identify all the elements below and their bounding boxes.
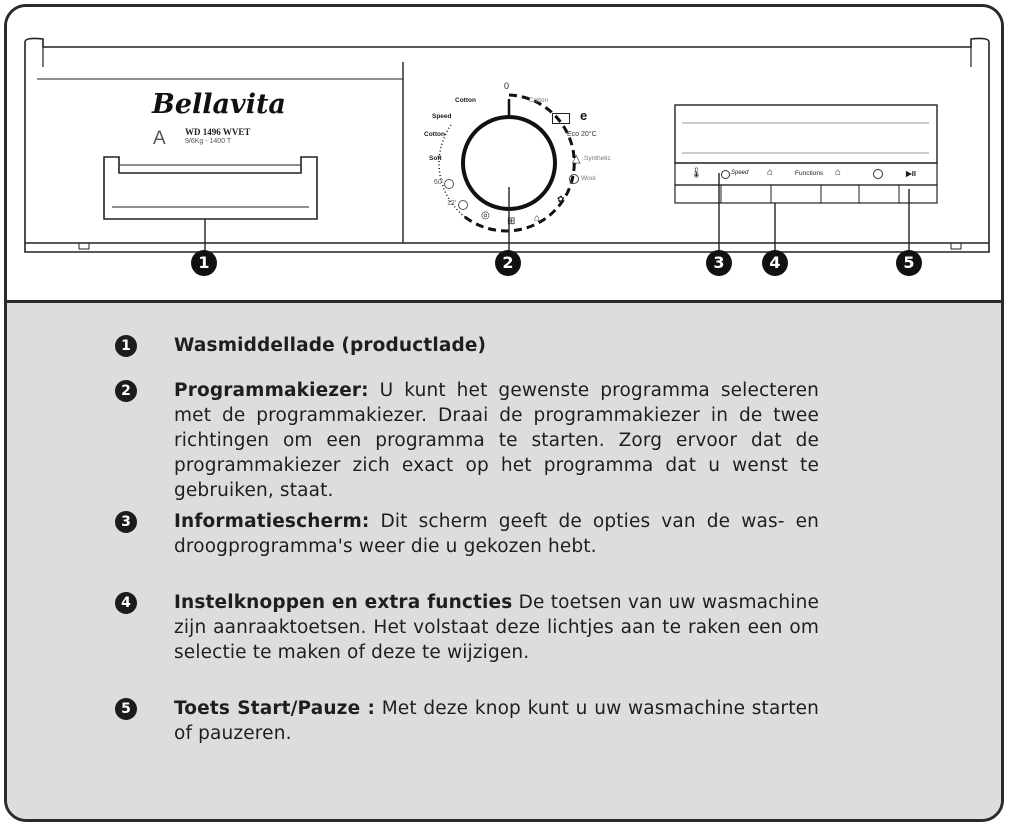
legend-number: 5 — [115, 698, 137, 720]
legend-text — [174, 333, 819, 358]
functions-button[interactable]: Functions — [795, 170, 824, 177]
model-number: WD 1496 WVET — [185, 127, 251, 137]
legend-text — [174, 509, 819, 559]
shirt-icon: ⌂ — [534, 213, 541, 224]
dial-program-12: 12' — [447, 200, 457, 207]
start-pause-button[interactable]: ▶II — [906, 169, 916, 178]
dial-program-cotton-right: Cotton — [529, 97, 549, 104]
speed-clock-icon — [721, 170, 730, 179]
dial-program-eco20: Eco 20°C — [567, 131, 597, 138]
wool-icon — [569, 174, 579, 184]
dial-program-synthetic: Synthetic — [584, 155, 611, 162]
legend-number: 2 — [115, 380, 137, 402]
mix-icon: ✿ — [557, 194, 565, 204]
legend-text — [174, 378, 819, 503]
synthetic-icon: △ — [572, 153, 581, 165]
eco-tag-icon — [552, 113, 570, 124]
legend-title: Instelknoppen en extra functies — [174, 592, 513, 613]
legend-description: Met deze knop kunt u uw wasmachine starten of pauzeren. — [174, 698, 820, 744]
document-frame — [4, 4, 1004, 822]
dial-off-label: 0 — [504, 81, 510, 91]
capacity-spec: 9/6Kg - 1400 T — [185, 138, 232, 145]
dial-program-wool: Wool — [581, 175, 596, 182]
dial-program-soft: Soft — [429, 155, 442, 162]
delay-timer-icon[interactable] — [873, 169, 883, 179]
temperature-icon[interactable]: 🌡 — [690, 168, 703, 179]
legend-number: 3 — [115, 511, 137, 533]
dial-program-cotton-dry: Cotton — [424, 131, 445, 138]
legend-title: Informatiescherm: — [174, 511, 370, 532]
legend-panel — [7, 303, 1001, 819]
dial-program-60: 60' — [434, 179, 444, 186]
legend-title: Toets Start/Pauze : — [174, 698, 376, 719]
dial-program-speed: Speed — [432, 113, 452, 120]
legend-title: Programmakiezer: — [174, 380, 369, 401]
timer-12-icon — [458, 200, 468, 210]
legend-number: 1 — [115, 335, 137, 357]
legend-text — [174, 590, 819, 665]
extra-rinse-icon[interactable]: ⌂ — [767, 167, 774, 178]
legend-title: Wasmiddellade (productlade) — [174, 335, 487, 356]
energy-class: A — [153, 128, 166, 149]
legend-description: De toetsen van uw wasmachine zijn aanraaktoetsen. Het volstaat deze lichtjes aan te raken een om selectie te maken of deze te wijzigen. — [174, 592, 819, 663]
dry-icon[interactable]: ⌂ — [835, 167, 842, 178]
drain-icon: ⊞ — [507, 216, 516, 227]
timer-60-icon — [444, 179, 454, 189]
spin-icon: ◎ — [481, 210, 490, 221]
legend-text — [174, 696, 819, 746]
legend-description: Dit scherm geeft de opties van de was- en droogprogramma's weer die u gekozen hebt. — [174, 511, 819, 557]
control-panel-diagram — [7, 7, 1001, 300]
dial-program-cotton: Cotton — [455, 97, 476, 104]
brand-logo: Bellavita — [152, 89, 286, 120]
legend-number: 4 — [115, 592, 137, 614]
speed-button[interactable]: Speed — [731, 170, 749, 176]
callout-1: 1 — [191, 250, 217, 276]
callout-5: 5 — [896, 250, 922, 276]
dial-eco-e: e — [580, 108, 588, 123]
callout-3: 3 — [706, 250, 732, 276]
legend-description: U kunt het gewenste programma selecteren met de programmakiezer. Draai de programmakiezer in de twee richtingen om een programma te starten. Zorg ervoor dat de programmakiezer zich exact op het programma dat u wenst te gebruiken, staat. — [174, 380, 819, 501]
callout-2: 2 — [495, 250, 521, 276]
callout-4: 4 — [762, 250, 788, 276]
